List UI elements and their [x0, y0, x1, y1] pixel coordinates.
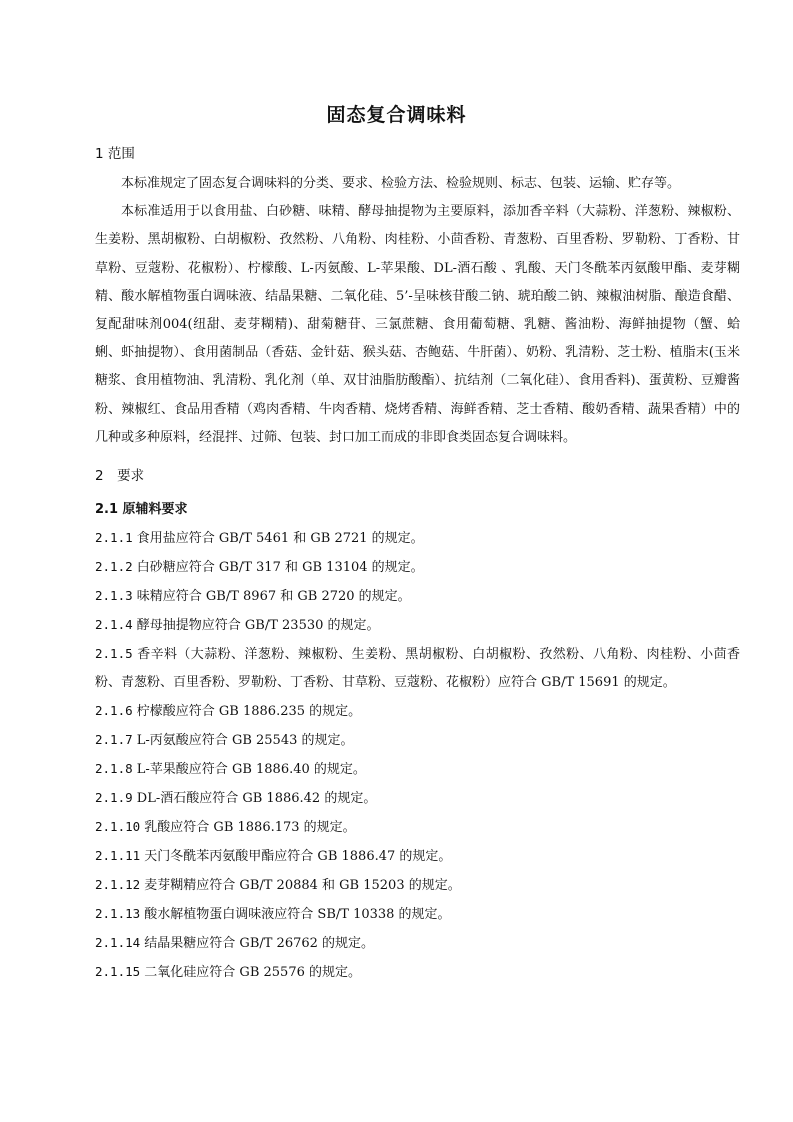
requirement-item-number: 2.1.14: [95, 935, 141, 951]
requirement-item: [95, 640, 740, 697]
requirement-item: [95, 611, 740, 640]
requirement-item-text: 香辛料（大蒜粉、洋葱粉、辣椒粉、生姜粉、黑胡椒粉、白胡椒粉、孜然粉、八角粉、肉桂粉、小茴香粉、青葱粉、百里香粉、罗勒粉、丁香粉、甘草粉、豆蔻粉、花椒粉）应符合 GB/T 15691 的规定。: [95, 647, 740, 691]
requirement-item-number: 2.1.4: [95, 617, 133, 633]
requirement-item: [95, 900, 740, 929]
requirement-item-text: L-苹果酸应符合 GB 1886.40 的规定。: [136, 762, 366, 778]
requirement-item-text: 麦芽糊精应符合 GB/T 20884 和 GB 15203 的规定。: [144, 878, 461, 894]
requirement-item: [95, 784, 740, 813]
requirement-item-text: 味精应符合 GB/T 8967 和 GB 2720 的规定。: [136, 589, 411, 605]
section-heading-scope: 1 范围: [95, 146, 135, 162]
requirement-item: [95, 726, 740, 755]
requirement-item: [95, 871, 740, 900]
requirement-item: [95, 755, 740, 784]
requirement-item-number: 2.1.8: [95, 761, 133, 777]
requirement-item-number: 2.1.12: [95, 877, 141, 893]
requirement-item-text: L-丙氨酸应符合 GB 25543 的规定。: [136, 733, 354, 749]
scope-paragraph-2: 本标准适用于以食用盐、白砂糖、味精、酵母抽提物为主要原料，添加香辛料（大蒜粉、洋葱粉、辣椒粉、生姜粉、黑胡椒粉、白胡椒粉、孜然粉、八角粉、肉桂粉、小茴香粉、青葱粉、百里香粉、罗勒粉、丁香粉、甘草粉、豆蔻粉、花椒粉）、柠檬酸、L-丙氨酸、L-苹果酸、DL-酒石酸 、乳酸、天门冬酰苯丙氨酸甲酯、麦芽糊精、酸水解植物蛋白调味液、结晶果糖、二氧化硅、5’-呈味核苷酸二钠、琥珀酸二钠、辣椒油树脂、酿造食醋、复配甜味剂004(纽甜、麦芽糊精)、甜菊糖苷、三氯蔗糖、食用葡萄糖、乳糖、酱油粉、海鲜抽提物（蟹、蛤蜊、虾抽提物）、食用菌制品（香菇、金针菇、猴头菇、杏鲍菇、牛肝菌）、奶粉、乳清粉、芝士粉、植脂末(玉米糖浆、食用植物油、乳清粉、乳化剂（单、双甘油脂肪酸酯）、抗结剂（二氧化硅）、食用香料)、蛋黄粉、豆瓣酱粉、辣椒红、食品用香精（鸡肉香精、牛肉香精、烧烤香精、海鲜香精、芝士香精、酸奶香精、蔬果香精）中的几种或多种原料，经混拌、过筛、包装、封口加工而成的非即食类固态复合调味料。: [95, 204, 740, 445]
requirement-item-number: 2.1.15: [95, 964, 141, 980]
requirement-item-number: 2.1.10: [95, 819, 141, 835]
requirement-item-text: 结晶果糖应符合 GB/T 26762 的规定。: [144, 936, 375, 952]
requirement-item-text: 乳酸应符合 GB 1886.173 的规定。: [144, 820, 356, 836]
requirement-item: [95, 958, 740, 987]
requirement-item: [95, 697, 740, 726]
requirement-item-number: 2.1.11: [95, 848, 141, 864]
scope-paragraph-1: 本标准规定了固态复合调味料的分类、要求、检验方法、检验规则、标志、包装、运输、贮存等。: [121, 176, 681, 191]
requirement-item-text: 白砂糖应符合 GB/T 317 和 GB 13104 的规定。: [136, 560, 424, 576]
section-heading-requirements: 2 要求: [95, 468, 145, 485]
requirement-item-text: 天门冬酰苯丙氨酸甲酯应符合 GB 1886.47 的规定。: [144, 849, 452, 865]
requirement-item-number: 2.1.5: [95, 646, 133, 662]
requirement-item: [95, 582, 740, 611]
requirement-item-text: 二氧化硅应符合 GB 25576 的规定。: [144, 965, 361, 981]
requirement-item: [95, 553, 740, 582]
requirement-item-number: 2.1.3: [95, 588, 133, 604]
requirement-item-number: 2.1.13: [95, 906, 141, 922]
requirement-item: [95, 524, 740, 553]
requirement-item-text: DL-酒石酸应符合 GB 1886.42 的规定。: [136, 791, 377, 807]
requirement-item-number: 2.1.7: [95, 732, 133, 748]
requirement-item-number: 2.1.2: [95, 559, 133, 575]
document-body: [95, 140, 740, 987]
requirement-item-number: 2.1.1: [95, 530, 133, 546]
requirement-item-text: 食用盐应符合 GB/T 5461 和 GB 2721 的规定。: [136, 531, 424, 547]
requirement-item-text: 酵母抽提物应符合 GB/T 23530 的规定。: [136, 618, 380, 634]
requirement-item-number: 2.1.9: [95, 790, 133, 806]
requirement-item: [95, 813, 740, 842]
requirement-item: [95, 929, 740, 958]
requirement-item-text: 柠檬酸应符合 GB 1886.235 的规定。: [136, 704, 362, 720]
requirement-item: [95, 842, 740, 871]
subsection-heading-raw-materials: 2.1 原辅料要求: [95, 502, 188, 518]
requirement-item-number: 2.1.6: [95, 703, 133, 719]
requirement-list: [95, 524, 740, 987]
document-title: 固态复合调味料: [326, 104, 467, 126]
requirement-item-text: 酸水解植物蛋白调味液应符合 SB/T 10338 的规定。: [144, 907, 451, 923]
